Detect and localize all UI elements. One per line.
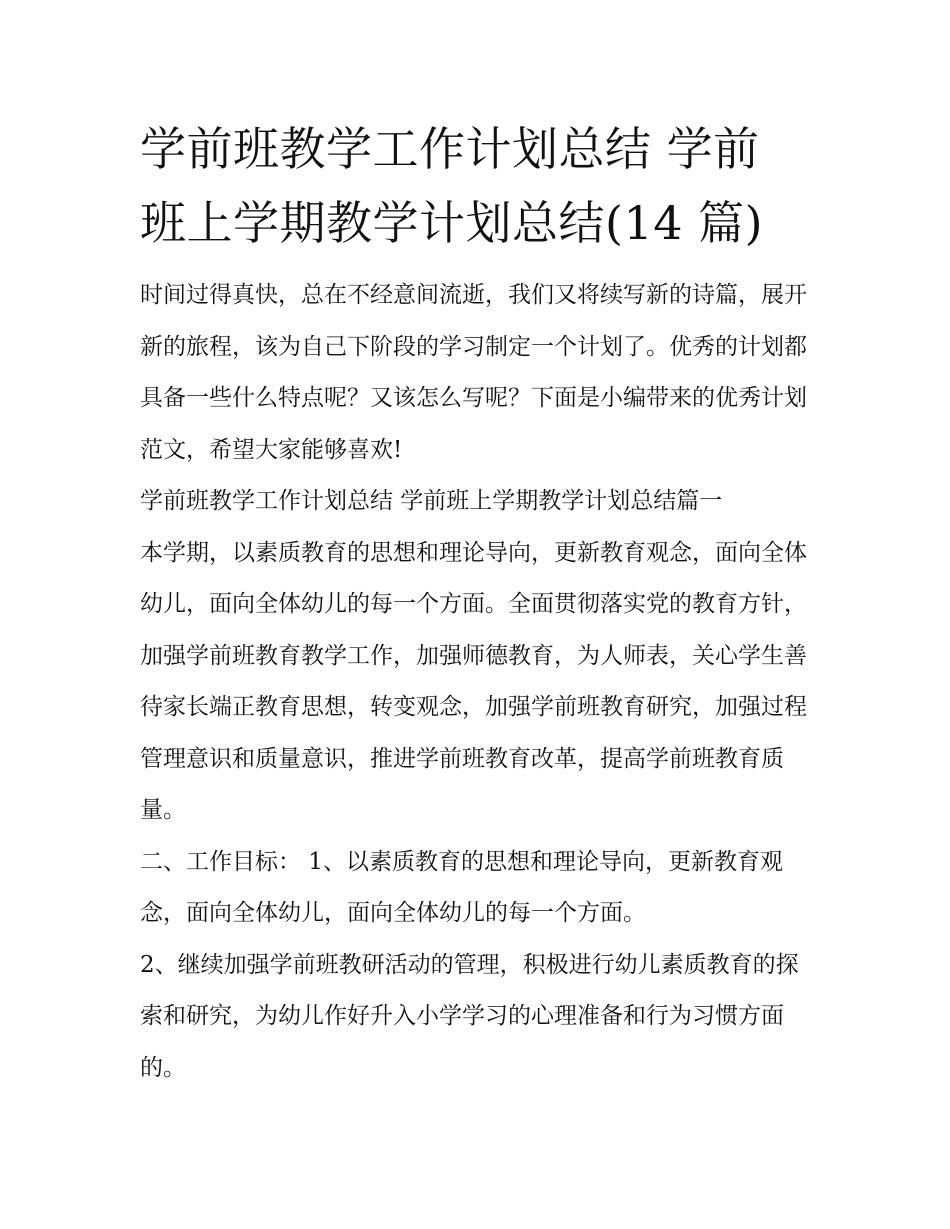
body-paragraph-2: 二、工作目标： 1、以素质教育的思想和理论导向，更新教育观念，面向全体幼儿，面向全体幼儿的每一个方面。: [140, 848, 783, 926]
section-heading: 学前班教学工作计划总结 学前班上学期教学计划总结篇一: [140, 488, 723, 514]
body-paragraph-1: 本学期，以素质教育的思想和理论导向，更新教育观念，面向全体幼儿，面向全体幼儿的每一个方面。全面贯彻落实党的教育方针，加强学前班教育教学工作，加强师德教育，为人师表，关心学生善待家长端正教育思想，转变观念，加强学前班教育研究，加强过程管理意识和质量意识，推进学前班教育改革，提高学前班教育质量。: [140, 539, 807, 823]
body-paragraph-3: 2、继续加强学前班教研活动的管理，积极进行幼儿素质教育的探索和研究，为幼儿作好升入小学学习的心理准备和行为习惯方面的。: [140, 951, 799, 1081]
title-line-2: 班上学期教学计划总结(14 篇): [140, 196, 764, 250]
document-title: [140, 112, 812, 260]
title-line-1: 学前班教学工作计划总结 学前: [140, 122, 760, 176]
intro-paragraph: 时间过得真快，总在不经意间流逝，我们又将续写新的诗篇，展开新的旅程，该为自己下阶段的学习制定一个计划了。优秀的计划都具备一些什么特点呢？又该怎么写呢？下面是小编带来的优秀计划范文，希望大家能够喜欢!: [140, 282, 807, 463]
document-content: [140, 112, 812, 1094]
